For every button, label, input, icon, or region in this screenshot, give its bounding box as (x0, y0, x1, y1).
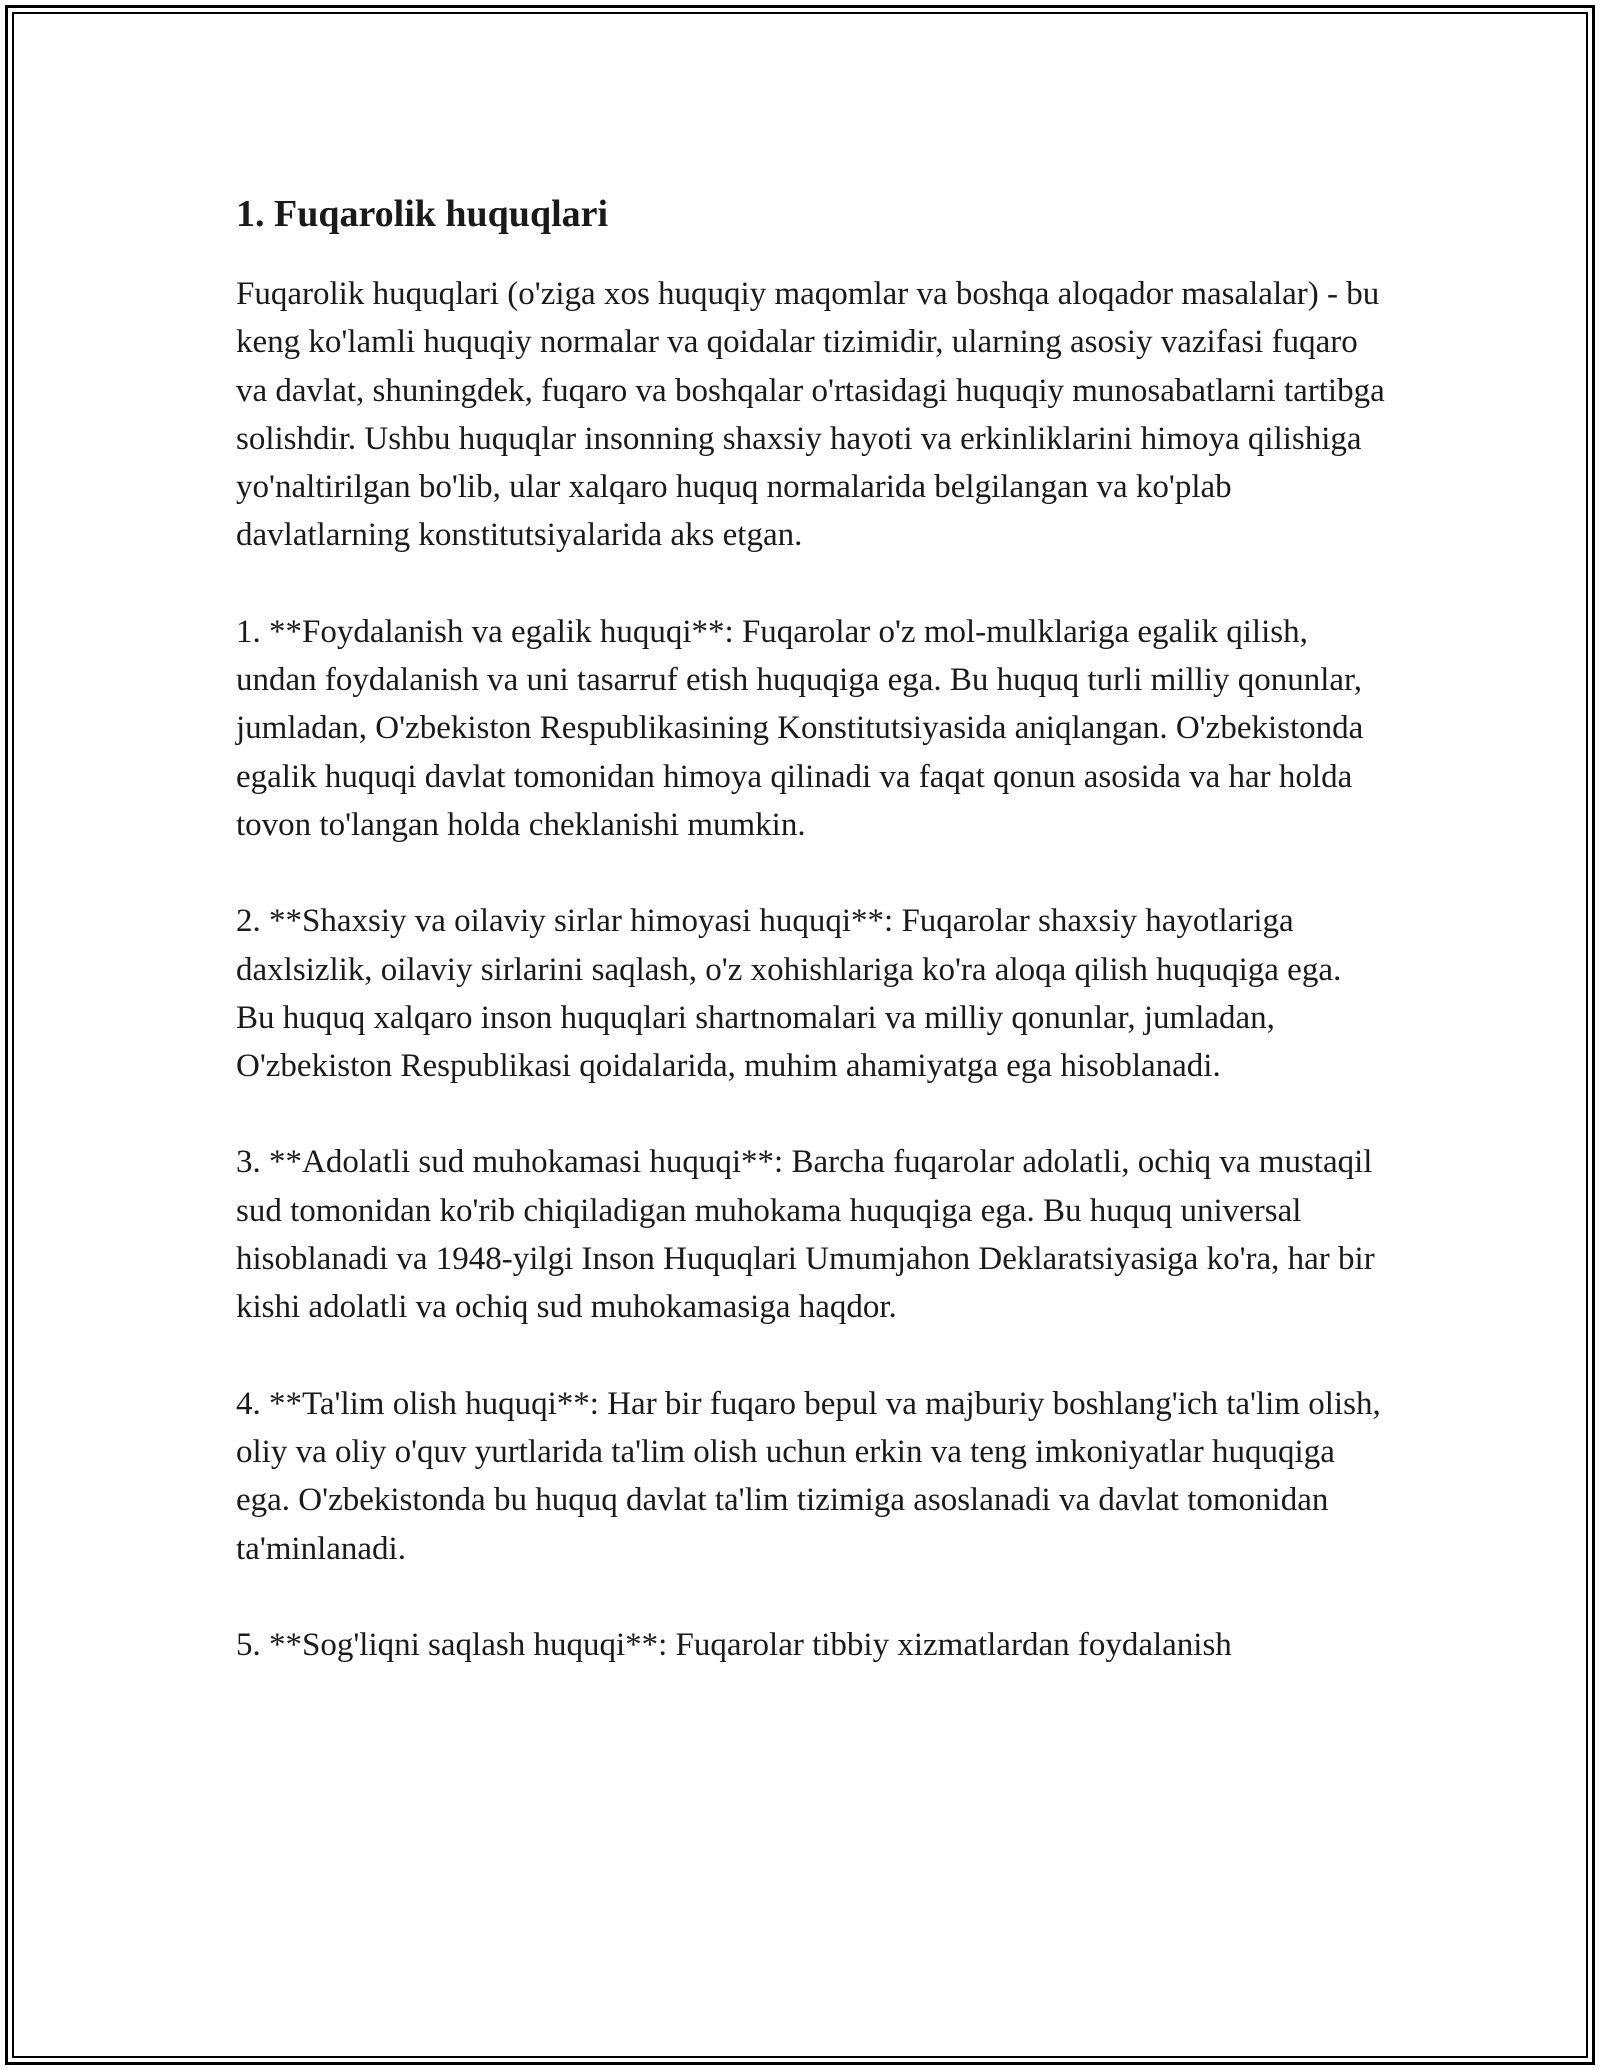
section-title: 1. Fuqarolik huquqlari (236, 193, 609, 235)
paragraph-fair-trial-right: 3. **Adolatli sud muhokamasi huquqi**: Barcha fuqarolar adolatli, ochiq va mustaqil sud tomonidan ko'rib chiqiladigan muhokama huquqiga ega. Bu huquq universal hisoblanadi va 1948-yilgi Inson Huquqlari Umumjahon Deklaratsiyasiga ko'ra, har bir kishi adolatli va ochiq sud muhokamasiga haqdor. (236, 1144, 1375, 1326)
document-body (236, 188, 1386, 1717)
paragraph-education-right: 4. **Ta'lim olish huquqi**: Har bir fuqaro bepul va majburiy boshlang'ich ta'lim olish, oliy va oliy o'quv yurtlarida ta'lim olish uchun erkin va teng imkoniyatlar huquqiga ega. O'zbekistonda bu huquq davlat ta'lim tizimiga asoslanadi va davlat tomonidan ta'minlanadi. (236, 1385, 1381, 1567)
paragraph-privacy-right: 2. **Shaxsiy va oilaviy sirlar himoyasi huquqi**: Fuqarolar shaxsiy hayotlariga daxlsizlik, oilaviy sirlarini saqlash, o'z xohishlariga ko'ra aloqa qilish huquqiga ega. Bu huquq xalqaro inson huquqlari shartnomalari va milliy qonunlar, jumladan, O'zbekiston Respublikasi qoidalarida, muhim ahamiyatga ega hisoblanadi. (236, 903, 1342, 1085)
intro-paragraph: Fuqarolik huquqlari (o'ziga xos huquqiy maqomlar va boshqa aloqador masalalar) - bu keng ko'lamli huquqiy normalar va qoidalar tizimidir, ularning asosiy vazifasi fuqaro va davlat, shuningdek, fuqaro va boshqalar o'rtasidagi huquqiy munosabatlarni tartibga solishdir. Ushbu huquqlar insonning shaxsiy hayoti va erkinliklarini himoya qilishiga yo'naltirilgan bo'lib, ular xalqaro huquq normalarida belgilangan va ko'plab davlatlarning konstitutsiyalarida aks etgan. (236, 276, 1385, 554)
paragraph-health-right: 5. **Sog'liqni saqlash huquqi**: Fuqarolar tibbiy xizmatlardan foydalanish (236, 1626, 1232, 1663)
paragraph-property-right: 1. **Foydalanish va egalik huquqi**: Fuqarolar o'z mol-mulklariga egalik qilish, undan foydalanish va uni tasarruf etish huquqiga ega. Bu huquq turli milliy qonunlar, jumladan, O'zbekiston Respublikasining Konstitutsiyasida aniqlangan. O'zbekistonda egalik huquqi davlat tomonidan himoya qilinadi va faqat qonun asosida va har holda tovon to'langan holda cheklanishi mumkin. (236, 613, 1364, 843)
